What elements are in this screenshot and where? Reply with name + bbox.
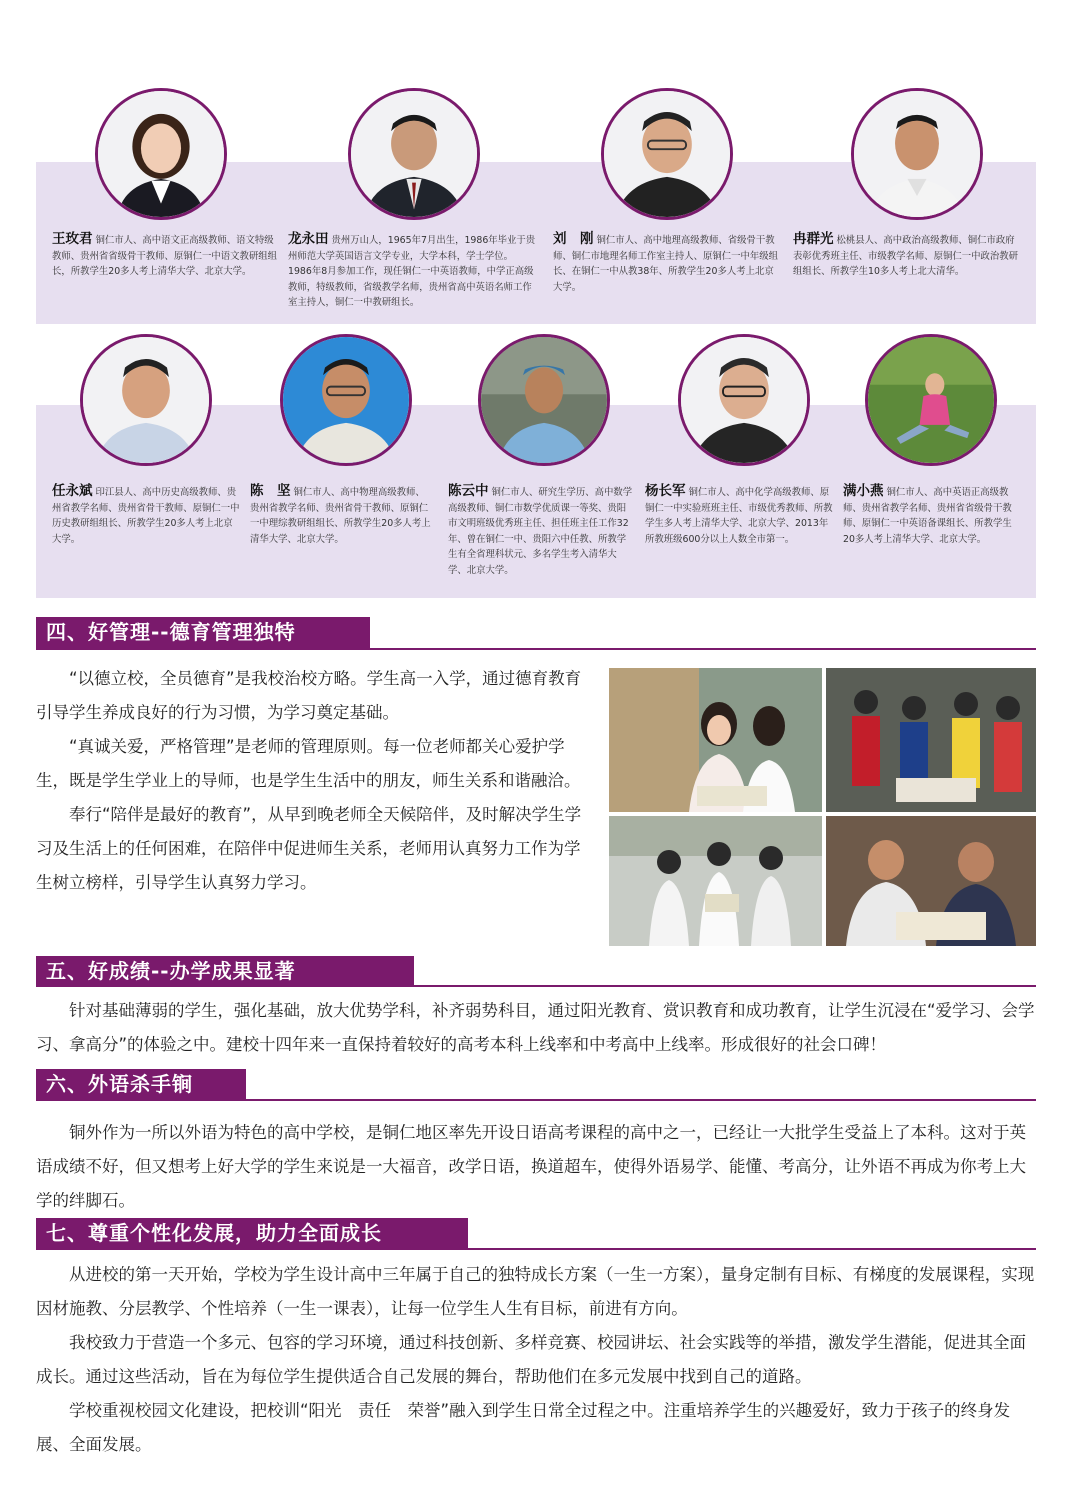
section-body: [36, 1116, 1040, 1218]
teacher-bio: [645, 484, 835, 547]
section-heading: 四、好管理--德育管理独特: [36, 617, 370, 648]
teacher-name: 王玫君: [52, 231, 93, 247]
paragraph: 学校重视校园文化建设，把校训“阳光 责任 荣誉”融入到学生日常全过程之中。注重培养学生的兴趣爱好，致力于孩子的终身发展、全面发展。: [36, 1401, 1011, 1454]
teacher-name: 任永斌: [52, 483, 93, 499]
teacher-name: 刘 刚: [553, 231, 594, 247]
teacher-photo-ran: [851, 88, 983, 220]
teacher-desc: 松桃县人、高中政治高级教师、铜仁市政府表彰优秀班主任、市级教学名师、原铜仁一中政治教研组组长、所教学生10多人考上北大清华。: [793, 235, 1019, 277]
collage-photo-reading: [609, 668, 822, 812]
section-heading: 七、尊重个性化发展，助力全面成长: [36, 1218, 468, 1249]
teacher-name: 满小燕: [843, 483, 884, 499]
teacher-name: 冉群光: [793, 231, 834, 247]
teacher-desc: 铜仁市人、研究生学历、高中数学高级教师、铜仁市数学优质课一等奖、贵阳市文明班级优秀班主任、担任班主任工作32年、曾在铜仁一中、贵阳六中任教、所教学生有全省理科状元、多名学生考入清华大学、北京大学。: [448, 487, 633, 576]
paragraph: 奉行“陪伴是最好的教育”，从早到晚老师全天候陪伴，及时解决学生学习及生活上的任何困难，在陪伴中促进师生关系，老师用认真努力工作为学生树立榜样，引导学生认真努力学习。: [36, 805, 582, 892]
teacher-bio: [553, 232, 781, 295]
teacher-bio: [52, 232, 278, 280]
section-heading: 五、好成绩--办学成果显著: [36, 956, 414, 987]
teacher-name: 杨长军: [645, 483, 686, 499]
teacher-desc: 铜仁市人、高中物理高级教师、贵州省教学名师、贵州省骨干教师、原铜仁一中理综教研组组长、所教学生20多人考上清华大学、北京大学。: [250, 487, 431, 545]
teacher-desc: 铜仁市人、高中地理高级教师、省级骨干教师、铜仁市地理名师工作室主持人、原铜仁一中年级组长、在铜仁一中从教38年、所教学生20多人考上北京大学。: [553, 235, 779, 293]
section-heading: 六、外语杀手锏: [36, 1069, 246, 1100]
teacher-desc: 铜仁市人、高中语文正高级教师、语文特级教师、贵州省省级骨干教师、原铜仁一中语文教研组组长，所教学生20多人考上清华大学、北京大学。: [52, 235, 278, 277]
teacher-bio: [250, 484, 434, 547]
collage-photo-group: [826, 668, 1036, 812]
teacher-name: 龙永田: [288, 231, 329, 247]
teacher-desc: 贵州万山人，1965年7月出生，1986年毕业于贵州师范大学英国语言文学专业，大学本科，学士学位。1986年8月参加工作，现任铜仁一中英语教师，中学正高级教师，特级教师，省级教学名师，贵州省高中英语名师工作室主持人，铜仁一中教研组长。: [288, 235, 536, 308]
paragraph: 针对基础薄弱的学生，强化基础，放大优势学科，补齐弱势科目，通过阳光教育、赏识教育和成功教育，让学生沉浸在“爱学习、会学习、拿高分”的体验之中。建校十四年来一直保持着较好的高考本科上线率和中考高中上线率。形成很好的社会口碑！: [36, 1001, 1035, 1054]
teacher-bio: [843, 484, 1023, 547]
teacher-photo-yang: [678, 334, 810, 466]
collage-photo-discussion: [609, 816, 822, 946]
section-body: [36, 1258, 1040, 1462]
collage-photo-tutoring: [826, 816, 1036, 946]
paragraph: 我校致力于营造一个多元、包容的学习环境，通过科技创新、多样竞赛、校园讲坛、社会实践等的举措，激发学生潜能，促进其全面成长。通过这些活动，旨在为每位学生提供适合自己发展的舞台，帮助他们在多元发展中找到自己的道路。: [36, 1333, 1026, 1386]
teacher-desc: 铜仁市人、高中英语正高级教师、贵州省教学名师、贵州省省级骨干教师、原铜仁一中英语备课组长、所教学生20多人考上清华大学、北京大学。: [843, 487, 1012, 545]
paragraph: “真诚关爱，严格管理”是老师的管理原则。每一位老师都关心爱护学生，既是学生学业上的导师，也是学生生活中的朋友，师生关系和谐融洽。: [36, 737, 581, 790]
paragraph: 从进校的第一天开始，学校为学生设计高中三年属于自己的独特成长方案（一生一方案），量身定制有目标、有梯度的发展课程，实现因材施教、分层教学、个性培养（一生一课表），让每一位学生人生有目标，前进有方向。: [36, 1265, 1035, 1318]
section-body: [36, 994, 1040, 1062]
teacher-desc: 铜仁市人、高中化学高级教师、原铜仁一中实验班班主任、市级优秀教师、所教学生多人考上清华大学、北京大学、2013年所教班级600分以上人数全市第一。: [645, 487, 833, 545]
teacher-photo-chen-jian: [280, 334, 412, 466]
teacher-bio: [793, 232, 1023, 280]
teacher-bio: [288, 232, 536, 311]
teacher-photo-liu: [601, 88, 733, 220]
teacher-name: 陈云中: [448, 483, 489, 499]
teacher-bio: [448, 484, 634, 578]
section-divider: [36, 1099, 1036, 1101]
student-photo-collage: [609, 668, 1036, 946]
paragraph: “以德立校，全员德育”是我校治校方略。学生高一入学，通过德育教育引导学生养成良好的行为习惯，为学习奠定基础。: [36, 669, 582, 722]
teacher-photo-long: [348, 88, 480, 220]
teacher-photo-ren: [80, 334, 212, 466]
section-divider: [36, 648, 1036, 650]
section-body: [36, 662, 596, 900]
teacher-bio: [52, 484, 240, 547]
section-divider: [36, 1248, 1036, 1250]
teacher-photo-wang: [95, 88, 227, 220]
paragraph: 铜外作为一所以外语为特色的高中学校，是铜仁地区率先开设日语高考课程的高中之一，已经让一大批学生受益上了本科。这对于英语成绩不好，但又想考上好大学的学生来说是一大福音，改学日语，换道超车，使得外语易学、能懂、考高分，让外语不再成为你考上大学的绊脚石。: [36, 1123, 1026, 1210]
section-divider: [36, 985, 1036, 987]
teacher-name: 陈 坚: [250, 483, 291, 499]
teacher-desc: 印江县人、高中历史高级教师、贵州省教学名师、贵州省骨干教师、原铜仁一中历史教研组组长、所教学生20多人考上北京大学。: [52, 487, 240, 545]
teacher-photo-man: [865, 334, 997, 466]
teacher-photo-chen-yunzhong: [478, 334, 610, 466]
